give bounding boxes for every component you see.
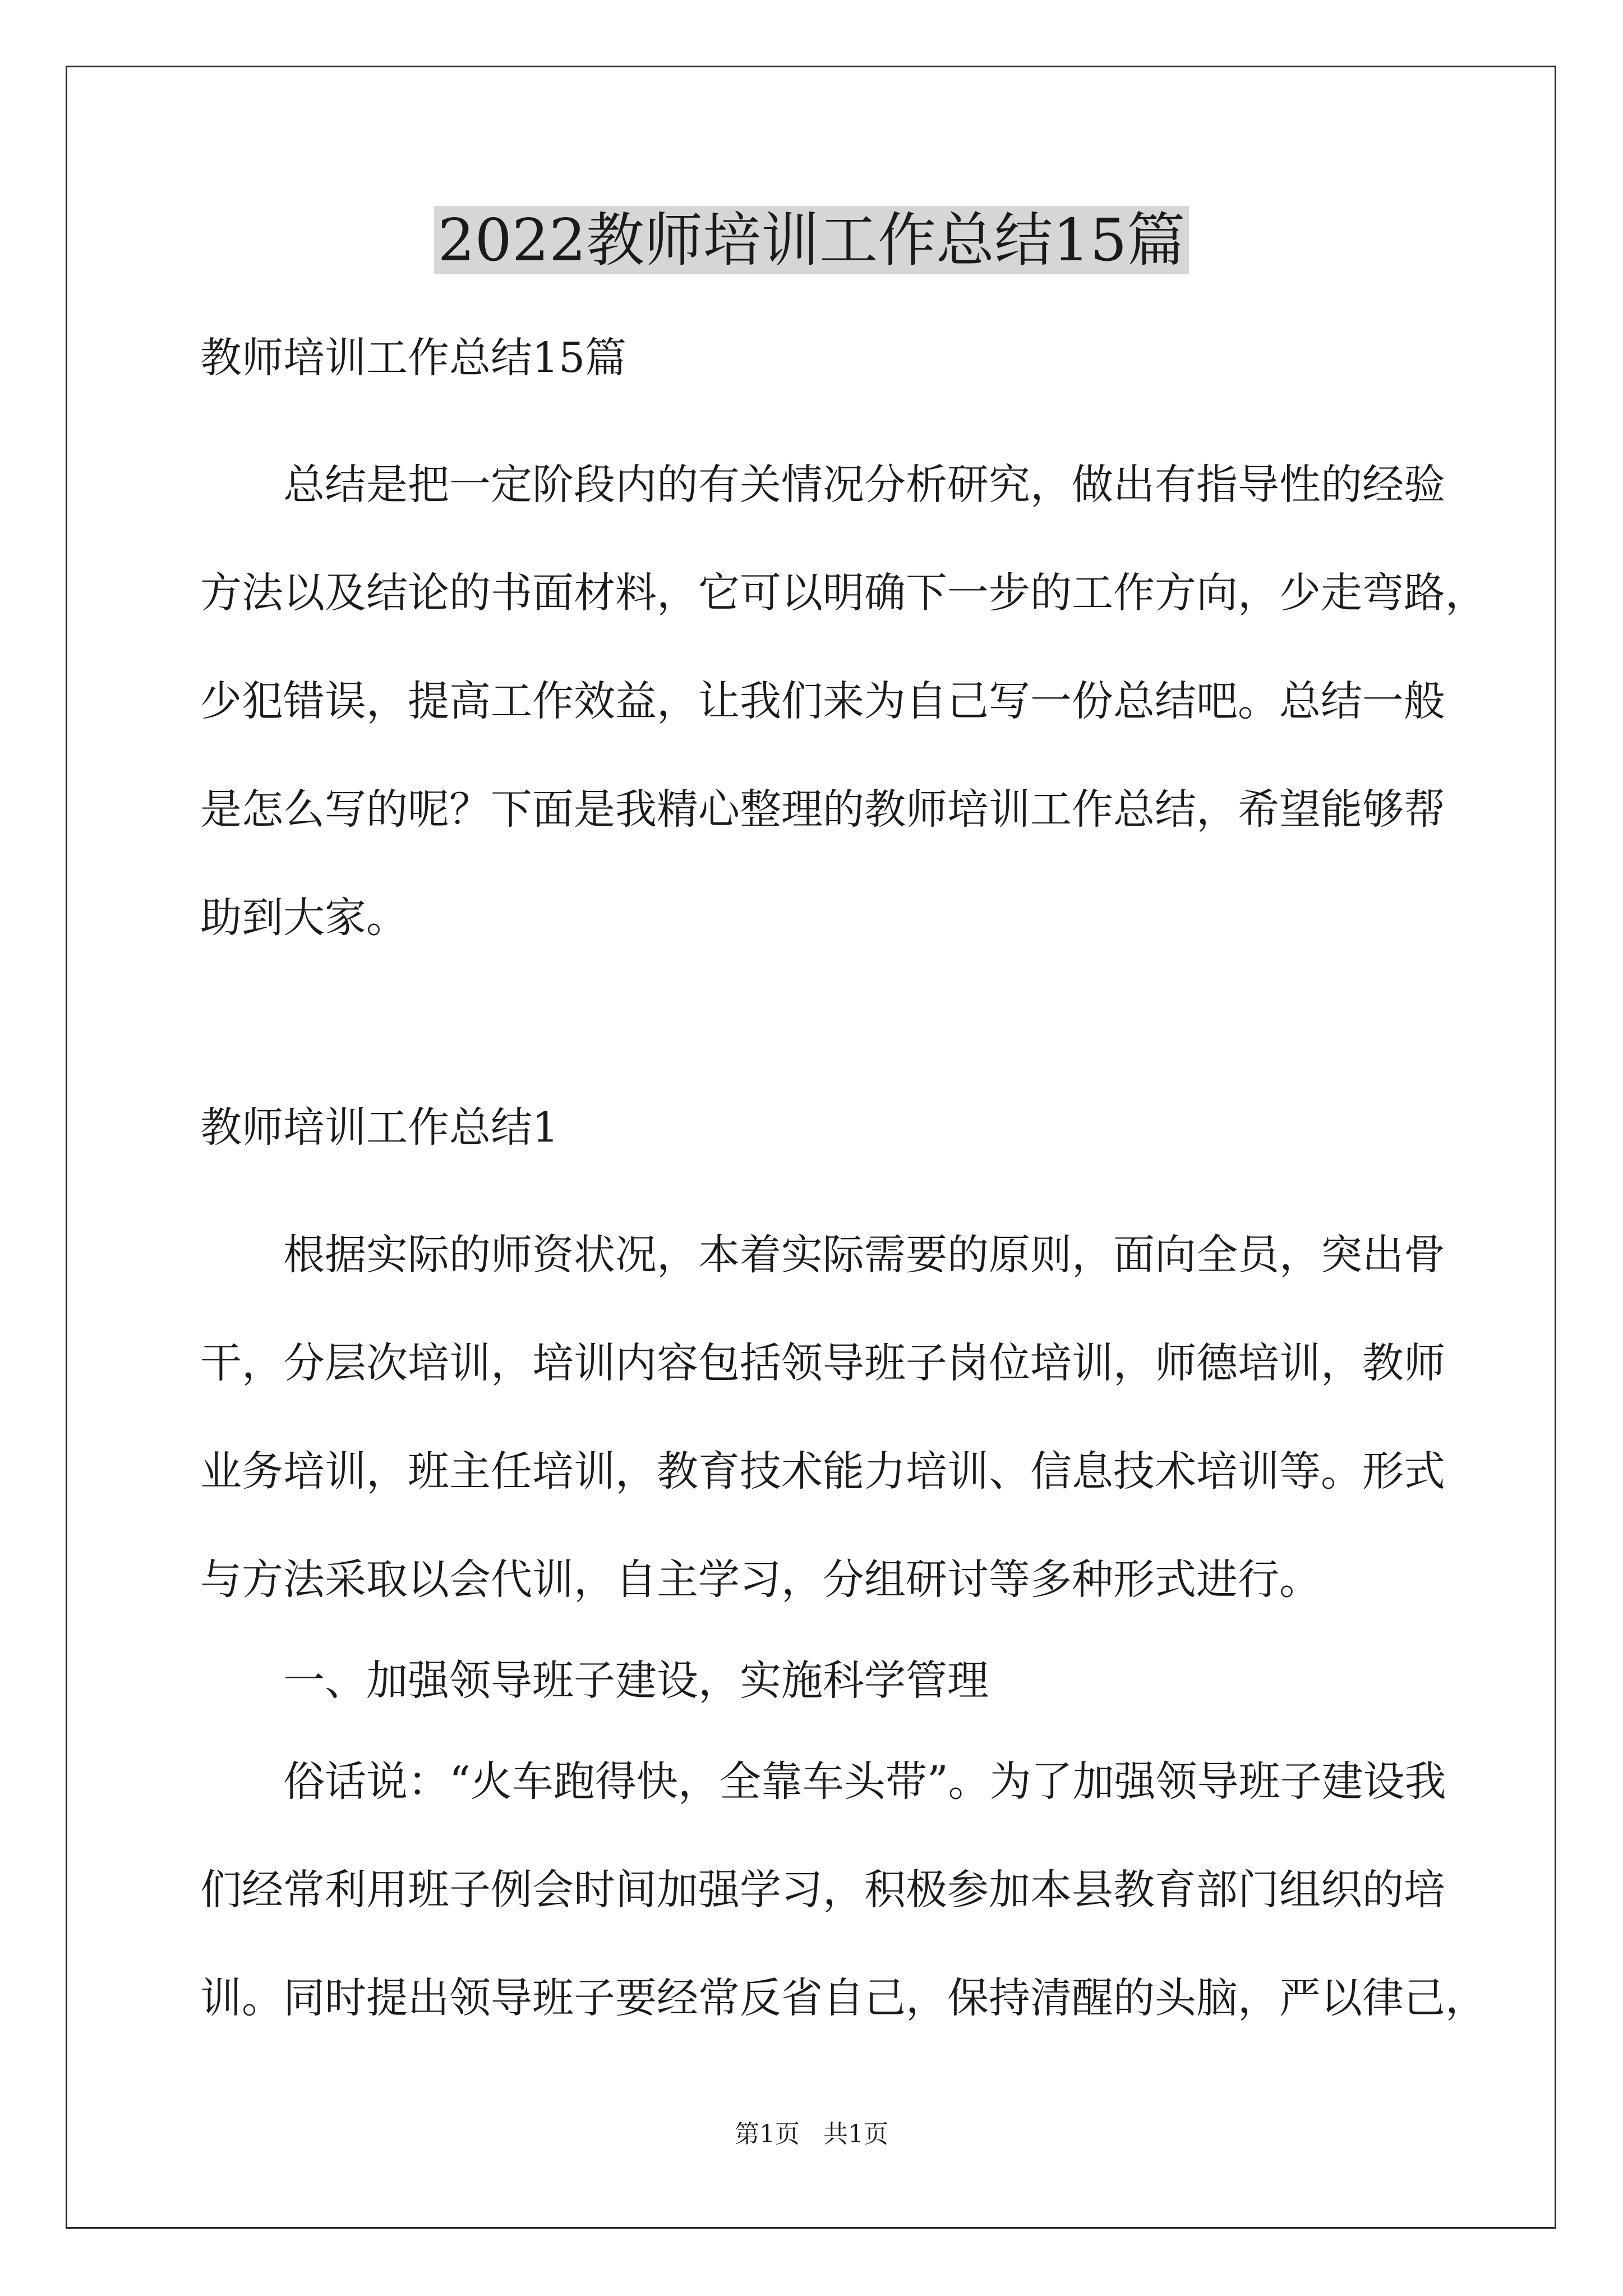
- section-line-1: 根据实际的师资状况，本着实际需要的原则，面向全员，突出骨: [283, 1231, 1445, 1279]
- subheading-line: 一、加强领导班子建设，实施科学管理: [283, 1657, 989, 1705]
- intro-line-4: 是怎么写的呢？下面是我精心整理的教师培训工作总结，希望能够帮: [200, 785, 1445, 834]
- intro-line-1: 总结是把一定阶段内的有关情况分析研究，做出有指导性的经验: [283, 461, 1445, 509]
- section-line-2: 干，分层次培训，培训内容包括领导班子岗位培训，师德培训，教师: [200, 1339, 1445, 1387]
- document-title: [0, 201, 1623, 279]
- section-line-4: 与方法采取以会代训，自主学习，分组研讨等多种形式进行。: [200, 1556, 1321, 1604]
- intro-line-5: 助到大家。: [200, 894, 408, 942]
- document-title-text: 2022教师培训工作总结15篇: [434, 206, 1188, 274]
- section-line-6: 俗话说：“火车跑得快，全靠车头带”。为了加强领导班子建设我: [283, 1757, 1446, 1806]
- intro-line-3: 少犯错误，提高工作效益，让我们来为自己写一份总结吧。总结一般: [200, 677, 1445, 725]
- section-line-8: 训。同时提出领导班子要经常反省自己，保持清醒的头脑，严以律己，: [200, 1974, 1487, 2022]
- section-line-3: 业务培训，班主任培训，教育技术能力培训、信息技术培训等。形式: [200, 1447, 1445, 1496]
- page-footer: 第1页 共1页: [735, 2120, 888, 2148]
- document-subtitle: 教师培训工作总结15篇: [200, 334, 627, 382]
- intro-line-2: 方法以及结论的书面材料，它可以明确下一步的工作方向，少走弯路，: [200, 569, 1487, 617]
- section-heading: 教师培训工作总结1: [200, 1103, 559, 1152]
- section-line-7: 们经常利用班子例会时间加强学习，积极参加本县教育部门组织的培: [200, 1866, 1445, 1914]
